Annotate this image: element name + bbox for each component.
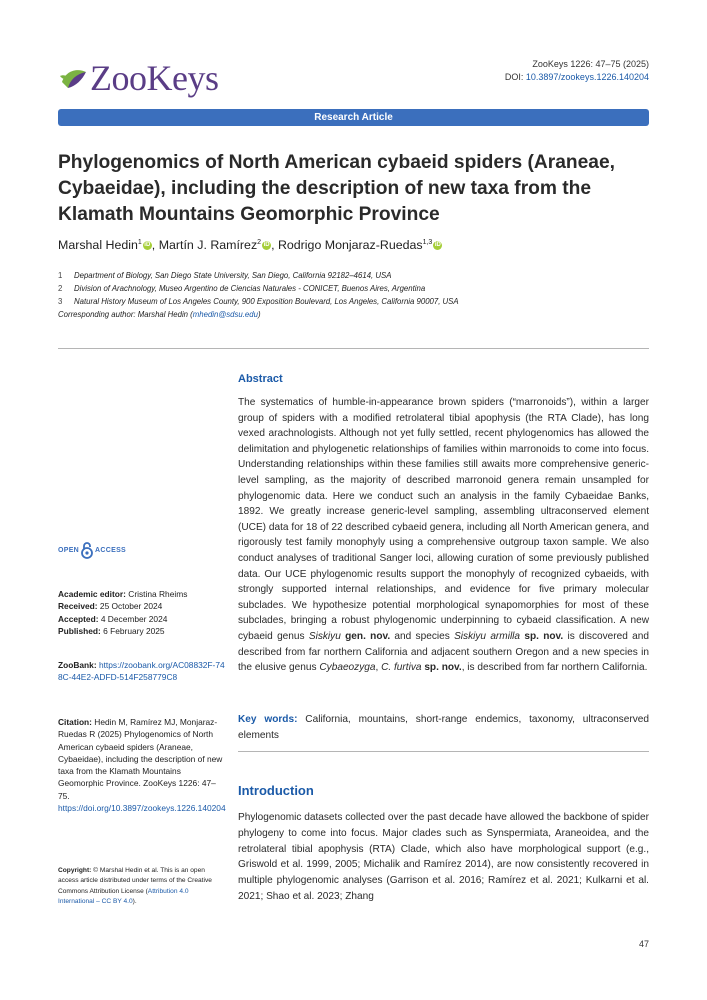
copyright-label: Copyright: <box>58 867 92 874</box>
section-divider <box>58 348 649 349</box>
doi-link[interactable]: 10.3897/zookeys.1226.140204 <box>525 72 649 82</box>
received-date <box>58 600 226 612</box>
published-value: 6 February 2025 <box>100 625 165 636</box>
open-lock-icon <box>81 541 93 559</box>
author-affil-sup: 1,3 <box>422 238 433 246</box>
abstract-part: is discovered and described from far northern California and adjacent southern Oregon and a new species in the elusive genus <box>238 630 649 674</box>
introduction-text: Phylogenomic datasets collected over the past decade have allowed the backbone of spider phylogeny to come into focus. Major clades such as Synspermiata, Araneoidea, and the retrolateral tibial apophysis (RTA) Clade, which also have morphological support (e.g., Griswold et al. 1999, 2005; Michalik and Ramírez 2014), are now consistently recovered in multiple phylogenomic analyses (Garrison et al. 2016; Ramírez et al. 2021; Kulkarni et al. 2021; Shao et al. 2023; Zhang <box>238 812 649 902</box>
editor-label: Academic editor: <box>58 589 126 599</box>
author-affil-sup: 2 <box>257 238 262 246</box>
license-link[interactable]: Attribution 4.0 International – CC BY 4.0 <box>58 887 189 906</box>
affiliation-text: Division of Arachnology, Museo Argentino de Ciencias Naturales - CONICET, Buenos Aires, Argentina <box>74 284 426 293</box>
published-label: Published: <box>58 625 101 636</box>
received-label: Received: <box>58 601 98 612</box>
orcid-icon[interactable]: iD <box>434 242 441 248</box>
corresponding-prefix: Corresponding author: Marshal Hedin ( <box>58 310 193 319</box>
author-name: Marshal Hedin <box>58 238 138 252</box>
keywords-text: California, mountains, short-range endemics, taxonomy, ultraconserved elements <box>238 714 649 741</box>
copyright-end: ). <box>132 898 137 906</box>
affiliation-number: 2 <box>58 284 63 293</box>
academic-editor <box>58 588 226 600</box>
taxon-name: C. furtiva <box>381 662 422 674</box>
accepted-value: 4 December 2024 <box>98 613 168 624</box>
journal-line: ZooKeys 1226: 47–75 (2025) <box>532 59 649 69</box>
abstract-part: , <box>375 662 382 674</box>
page-number: 47 <box>638 939 649 949</box>
citation-text: Hedin M, Ramírez MJ, Monjaraz-Ruedas R (2025) Phylogenomics of North American cybaeid spiders (Araneae, Cybaeidae), including the description of new taxa from the Klamath Mountains Geomorphic Province. ZooKeys 1226: 47–75. <box>58 717 223 801</box>
taxon-status: sp. nov. <box>424 662 462 674</box>
affiliation-number: 3 <box>58 297 63 306</box>
affiliation-text: Natural History Museum of Los Angeles County, 900 Exposition Boulevard, Los Angeles, California 90007, USA <box>74 297 459 306</box>
author-separator: , <box>271 238 278 252</box>
received-value: 25 October 2024 <box>97 601 163 612</box>
affiliations <box>58 269 649 321</box>
introduction-heading: Introduction <box>238 783 314 798</box>
abstract-heading: Abstract <box>238 373 283 385</box>
keywords-label: Key words: <box>238 714 298 725</box>
orcid-icon[interactable]: iD <box>144 242 151 248</box>
taxon-status: sp. nov. <box>520 630 564 642</box>
zoobank-link[interactable]: https://zoobank.org/AC08832F-748C-44E2-ADFD-514F258779C8 <box>58 660 225 683</box>
sidebar-citation <box>58 716 226 814</box>
corresponding-email-link[interactable]: mhedin@sdsu.edu <box>192 310 258 319</box>
author-name: Rodrigo Monjaraz-Ruedas <box>277 238 423 252</box>
corresponding-author <box>58 308 649 321</box>
citation-doi-link[interactable]: https://doi.org/10.3897/zookeys.1226.140204 <box>58 803 226 814</box>
author-name: Martín J. Ramírez <box>158 238 258 252</box>
open-access-badge <box>58 541 126 559</box>
sidebar-dates <box>58 588 226 637</box>
affiliation-row <box>58 282 649 295</box>
taxon-status: gen. nov. <box>340 630 391 642</box>
accepted-date <box>58 613 226 625</box>
citation-label: Citation: <box>58 717 92 727</box>
affiliation-row <box>58 295 649 308</box>
open-access-left: OPEN <box>58 546 80 554</box>
affiliation-number: 1 <box>58 271 63 280</box>
zoobank-label: ZooBank: <box>58 660 97 670</box>
abstract-text <box>238 395 649 676</box>
published-date <box>58 625 226 637</box>
copyright-text: © Marshal Hedin et al. This is an open access article distributed under terms of the Creative Commons Attribution License ( <box>58 867 212 895</box>
taxon-name: Cybaeozyga <box>319 662 376 674</box>
open-access-right: ACCESS <box>95 546 127 554</box>
author-list <box>58 238 442 252</box>
article-title: Phylogenomics of North American cybaeid spiders (Araneae, Cybaeidae), including the description of new taxa from the Klamath Mountains Geomorphic Province <box>58 152 615 225</box>
orcid-icon[interactable]: iD <box>263 242 270 248</box>
logo-text: ZooKeys <box>90 58 219 98</box>
author-affil-sup: 1 <box>137 238 142 246</box>
doi-label: DOI: <box>504 72 526 82</box>
sidebar-zoobank <box>58 659 226 684</box>
taxon-name: Siskiyu armilla <box>454 630 521 642</box>
affiliation-text: Department of Biology, San Diego State University, San Diego, California 92182–4614, USA <box>74 271 392 280</box>
abstract-part: and species <box>390 630 455 642</box>
doi-line <box>505 71 649 84</box>
sidebar-copyright <box>58 866 226 908</box>
zookeys-leaf-icon <box>58 62 90 94</box>
journal-reference <box>505 58 649 84</box>
accepted-label: Accepted: <box>58 613 99 624</box>
author-separator: , <box>151 238 159 252</box>
article-type-band: Research Article <box>58 109 649 126</box>
affiliation-row <box>58 269 649 282</box>
keywords-divider <box>238 751 649 752</box>
abstract-part: , is described from far northern California. <box>461 662 648 674</box>
taxon-name: Siskiyu <box>308 630 341 642</box>
zookeys-logo[interactable] <box>58 58 218 98</box>
keywords <box>238 712 649 743</box>
corresponding-suffix: ) <box>257 310 261 319</box>
abstract-part: The systematics of humble-in-appearance brown spiders (“marronoids”), within a larger group of spiders with a modified retrolateral tibial apophysis (the RTA Clade), has long vexed arachnologists. Although not yet fully settled, recent phylogenomics has allowed the delimitation and phylogenetic relationships of families within marronoids to come into focus. Understanding relationships within these families still awaits more comprehensive generic-level sampling, as the majority of described marronoid genera remain unsampled for phylogenomic data. Here we conduct such an analysis in the family Cybaeidae Banks, 1892. We greatly increase generic-level sampling, assembling ultraconserved element (UCE) data for 18 of 22 described cybaeid genera, including all North American genera, and rigorously test family monophyly using a comprehensive outgroup taxon sample. We also conduct analyses of traditional Sanger loci, allowing curation of some previously published data. Our UCE phylogenomic results support the monophyly of recognized cybaeids, with strongly supported internal relationships, and evidence for five primary molecular subclades. We hypothesize potential morphological synapomorphies for most of these subclades, bringing a robust phylogenomic underpinning to cybaeid classification. A new cybaeid genus <box>238 397 649 642</box>
editor-value: Cristina Rheims <box>125 589 188 599</box>
